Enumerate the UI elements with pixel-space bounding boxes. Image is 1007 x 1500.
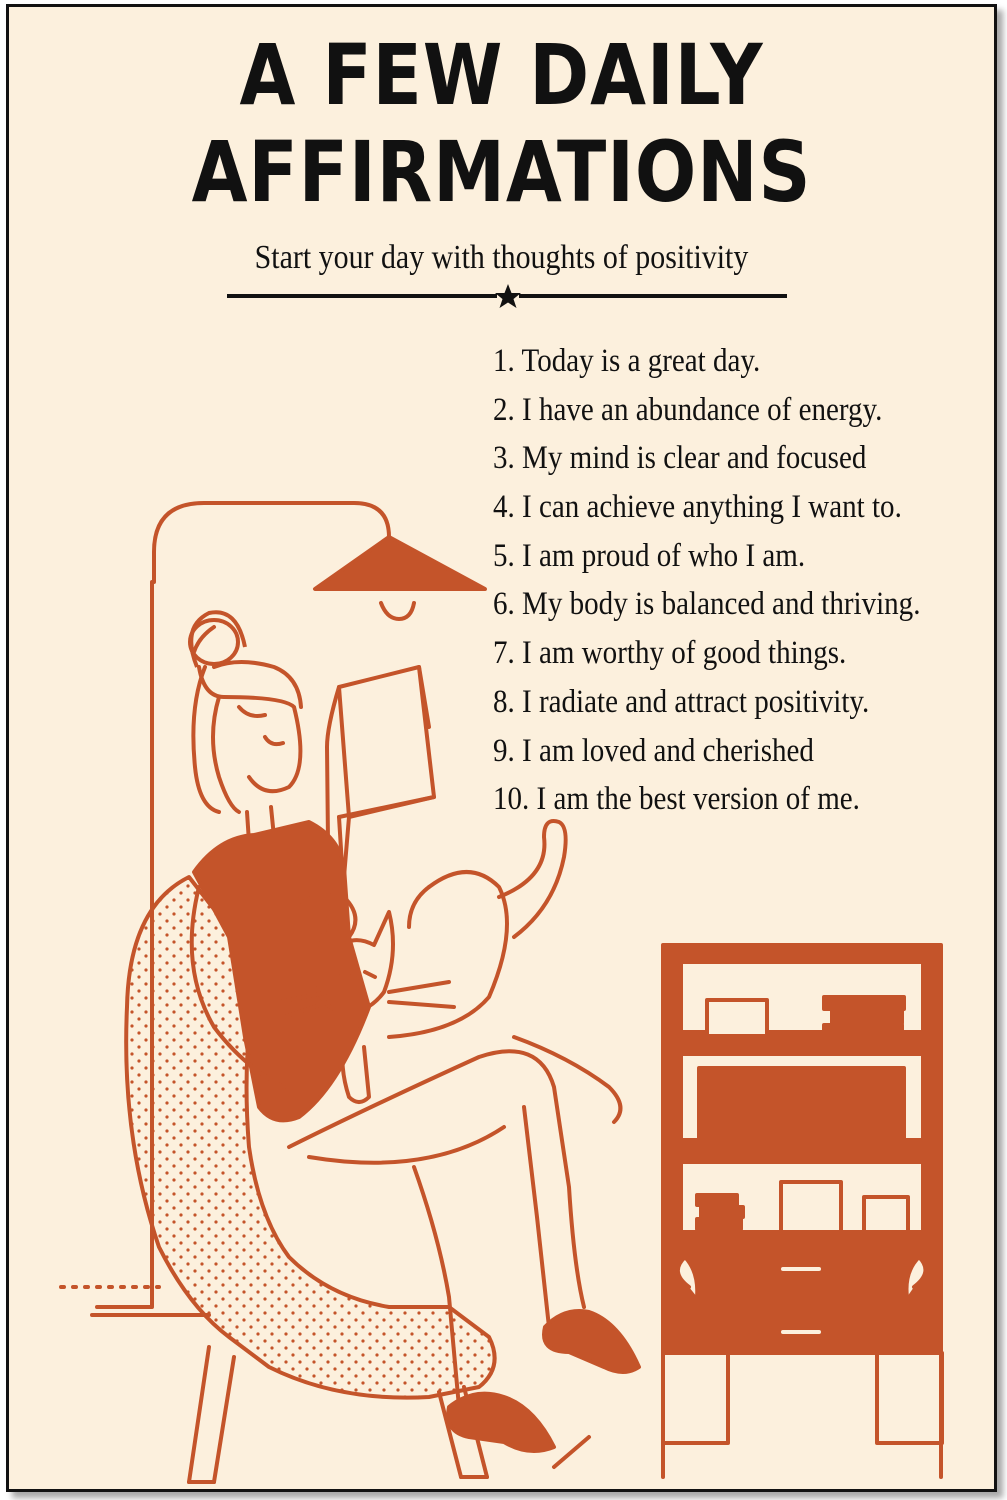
list-item: 3. My mind is clear and focused	[493, 440, 867, 477]
list-item: 4. I can achieve anything I want to.	[493, 489, 902, 526]
poster	[6, 4, 997, 1492]
list-item: 7. I am worthy of good things.	[493, 635, 847, 672]
bookshelf	[663, 945, 942, 1477]
lamp-shade	[315, 537, 485, 589]
woman-reading-illustration	[9, 7, 997, 1492]
poster-subtitle: Start your day with thoughts of positivity	[254, 239, 749, 276]
list-item: 9. I am loved and cherished	[493, 732, 814, 769]
title-line-1: A FEW DAILY	[239, 26, 764, 124]
list-item: 6. My body is balanced and thriving.	[493, 586, 921, 623]
list-item: 8. I radiate and attract positivity.	[493, 683, 870, 720]
list-item: 5. I am proud of who I am.	[493, 537, 806, 574]
list-item: 1. Today is a great day.	[493, 343, 761, 379]
title-line-2: AFFIRMATIONS	[191, 123, 812, 221]
list-item: 2. I have an abundance of energy.	[493, 391, 883, 428]
list-item: 10. I am the best version of me.	[493, 781, 860, 818]
